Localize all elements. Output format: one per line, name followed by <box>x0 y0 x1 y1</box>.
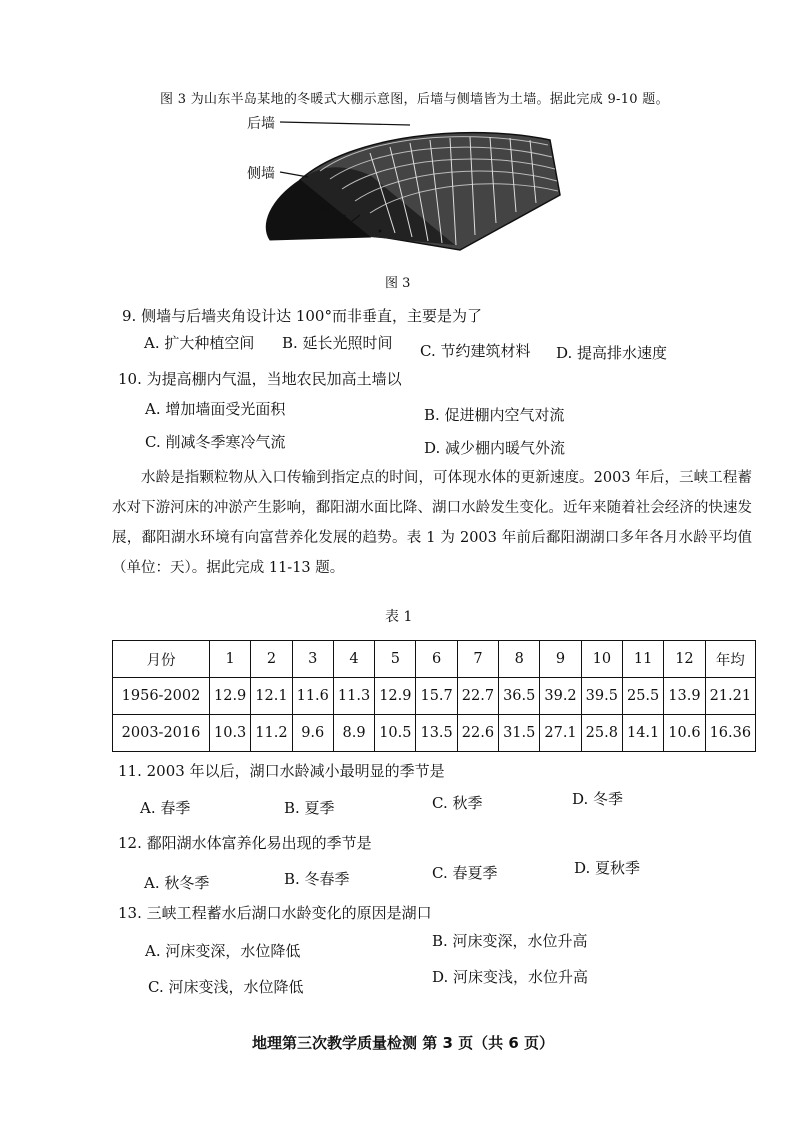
label-side-wall: 侧墙 <box>247 166 275 182</box>
table-cell: 10.6 <box>664 715 705 752</box>
table-cell: 25.5 <box>622 678 663 715</box>
table-cell: 25.8 <box>581 715 622 752</box>
table-cell: 1 <box>210 641 251 678</box>
table-cell: 9 <box>540 641 581 678</box>
table-cell: 3 <box>292 641 333 678</box>
table-cell: 15.7 <box>416 678 457 715</box>
table-cell: 10 <box>581 641 622 678</box>
q9-option-c: C. 节约建筑材料 <box>420 342 531 360</box>
page-footer: 地理第三次教学质量检测 第 3 页（共 6 页） <box>252 1034 554 1052</box>
table-cell: 31.5 <box>499 715 540 752</box>
table-cell: 11.6 <box>292 678 333 715</box>
table-cell: 39.5 <box>581 678 622 715</box>
table-cell: 16.36 <box>705 715 756 752</box>
greenhouse-figure <box>230 105 610 265</box>
question-11: 11. 2003 年以后，湖口水龄减小最明显的季节是 <box>118 762 445 780</box>
q9-option-a: A. 扩大种植空间 <box>144 334 255 352</box>
figure-intro: 图 3 为山东半岛某地的冬暖式大棚示意图，后墙与侧墙皆为土墙。据此完成 9-10 题。 <box>160 92 669 107</box>
q13-option-a: A. 河床变深，水位降低 <box>145 942 301 960</box>
q10-option-c: C. 削减冬季寒冷气流 <box>145 433 286 451</box>
table-cell: 39.2 <box>540 678 581 715</box>
table-cell: 13.9 <box>664 678 705 715</box>
table-row <box>113 678 756 715</box>
table-cell: 14.1 <box>622 715 663 752</box>
table-cell: 27.1 <box>540 715 581 752</box>
table-header-row <box>113 641 756 678</box>
q10-option-a: A. 增加墙面受光面积 <box>145 400 286 418</box>
table-cell: 12.9 <box>375 678 416 715</box>
table-cell: 8.9 <box>333 715 374 752</box>
table-cell: 12 <box>664 641 705 678</box>
q12-option-a: A. 秋冬季 <box>144 874 210 892</box>
table-cell: 22.6 <box>457 715 498 752</box>
table-cell: 36.5 <box>499 678 540 715</box>
table-cell: 10.3 <box>210 715 251 752</box>
q12-option-c: C. 春夏季 <box>432 864 498 882</box>
table-cell: 月份 <box>113 641 210 678</box>
label-back-wall: 后墙 <box>247 116 275 132</box>
q10-option-d: D. 减少棚内暖气外流 <box>424 439 566 457</box>
question-10: 10. 为提高棚内气温，当地农民加高土墙以 <box>118 370 402 388</box>
table-cell: 4 <box>333 641 374 678</box>
table-cell: 6 <box>416 641 457 678</box>
table-cell: 年均 <box>705 641 756 678</box>
table-cell: 2003-2016 <box>113 715 210 752</box>
table-cell: 5 <box>375 641 416 678</box>
q9-option-d: D. 提高排水速度 <box>556 344 668 362</box>
label-north: N <box>320 200 331 216</box>
table-cell: 13.5 <box>416 715 457 752</box>
table-caption: 表 1 <box>385 609 413 625</box>
question-9: 9. 侧墙与后墙夹角设计达 100°而非垂直，主要是为了 <box>122 307 482 325</box>
q12-option-b: B. 冬春季 <box>284 870 350 888</box>
table-cell: 12.9 <box>210 678 251 715</box>
table-cell: 9.6 <box>292 715 333 752</box>
q11-option-a: A. 春季 <box>140 799 191 817</box>
q10-option-b: B. 促进棚内空气对流 <box>424 406 565 424</box>
q13-option-c: C. 河床变浅，水位降低 <box>148 978 304 996</box>
table-cell: 21.21 <box>705 678 756 715</box>
q12-option-d: D. 夏秋季 <box>574 859 641 877</box>
q13-option-b: B. 河床变深，水位升高 <box>432 932 588 950</box>
table-cell: 12.1 <box>251 678 292 715</box>
passage: 水龄是指颗粒物从入口传输到指定点的时间，可体现水体的更新速度。2003 年后，三峡工程蓄水对下游河床的冲淤产生影响，鄱阳湖水面比降、湖口水龄发生变化。近年来随着社会经济的快速发展，鄱阳湖水环境有向富营养化发展的趋势。表 1 为 2003 年前后鄱阳湖湖口多年各月水龄平均值（单位：天）。据此完成 11-13 题。 <box>112 470 752 576</box>
table-cell: 2 <box>251 641 292 678</box>
table-cell: 11 <box>622 641 663 678</box>
q11-option-c: C. 秋季 <box>432 794 483 812</box>
table-cell: 10.5 <box>375 715 416 752</box>
q11-option-b: B. 夏季 <box>284 799 335 817</box>
q13-option-d: D. 河床变浅，水位升高 <box>432 968 589 986</box>
table-cell: 22.7 <box>457 678 498 715</box>
question-13: 13. 三峡工程蓄水后湖口水龄变化的原因是湖口 <box>118 904 432 922</box>
q9-option-b: B. 延长光照时间 <box>282 334 393 352</box>
table-cell: 1956-2002 <box>113 678 210 715</box>
question-12: 12. 鄱阳湖水体富养化易出现的季节是 <box>118 834 372 852</box>
table-cell: 11.3 <box>333 678 374 715</box>
q11-option-d: D. 冬季 <box>572 790 624 808</box>
table-cell: 11.2 <box>251 715 292 752</box>
table-row <box>113 715 756 752</box>
table-cell: 8 <box>499 641 540 678</box>
water-age-table <box>112 640 756 752</box>
figure-caption: 图 3 <box>385 276 411 291</box>
table-cell: 7 <box>457 641 498 678</box>
